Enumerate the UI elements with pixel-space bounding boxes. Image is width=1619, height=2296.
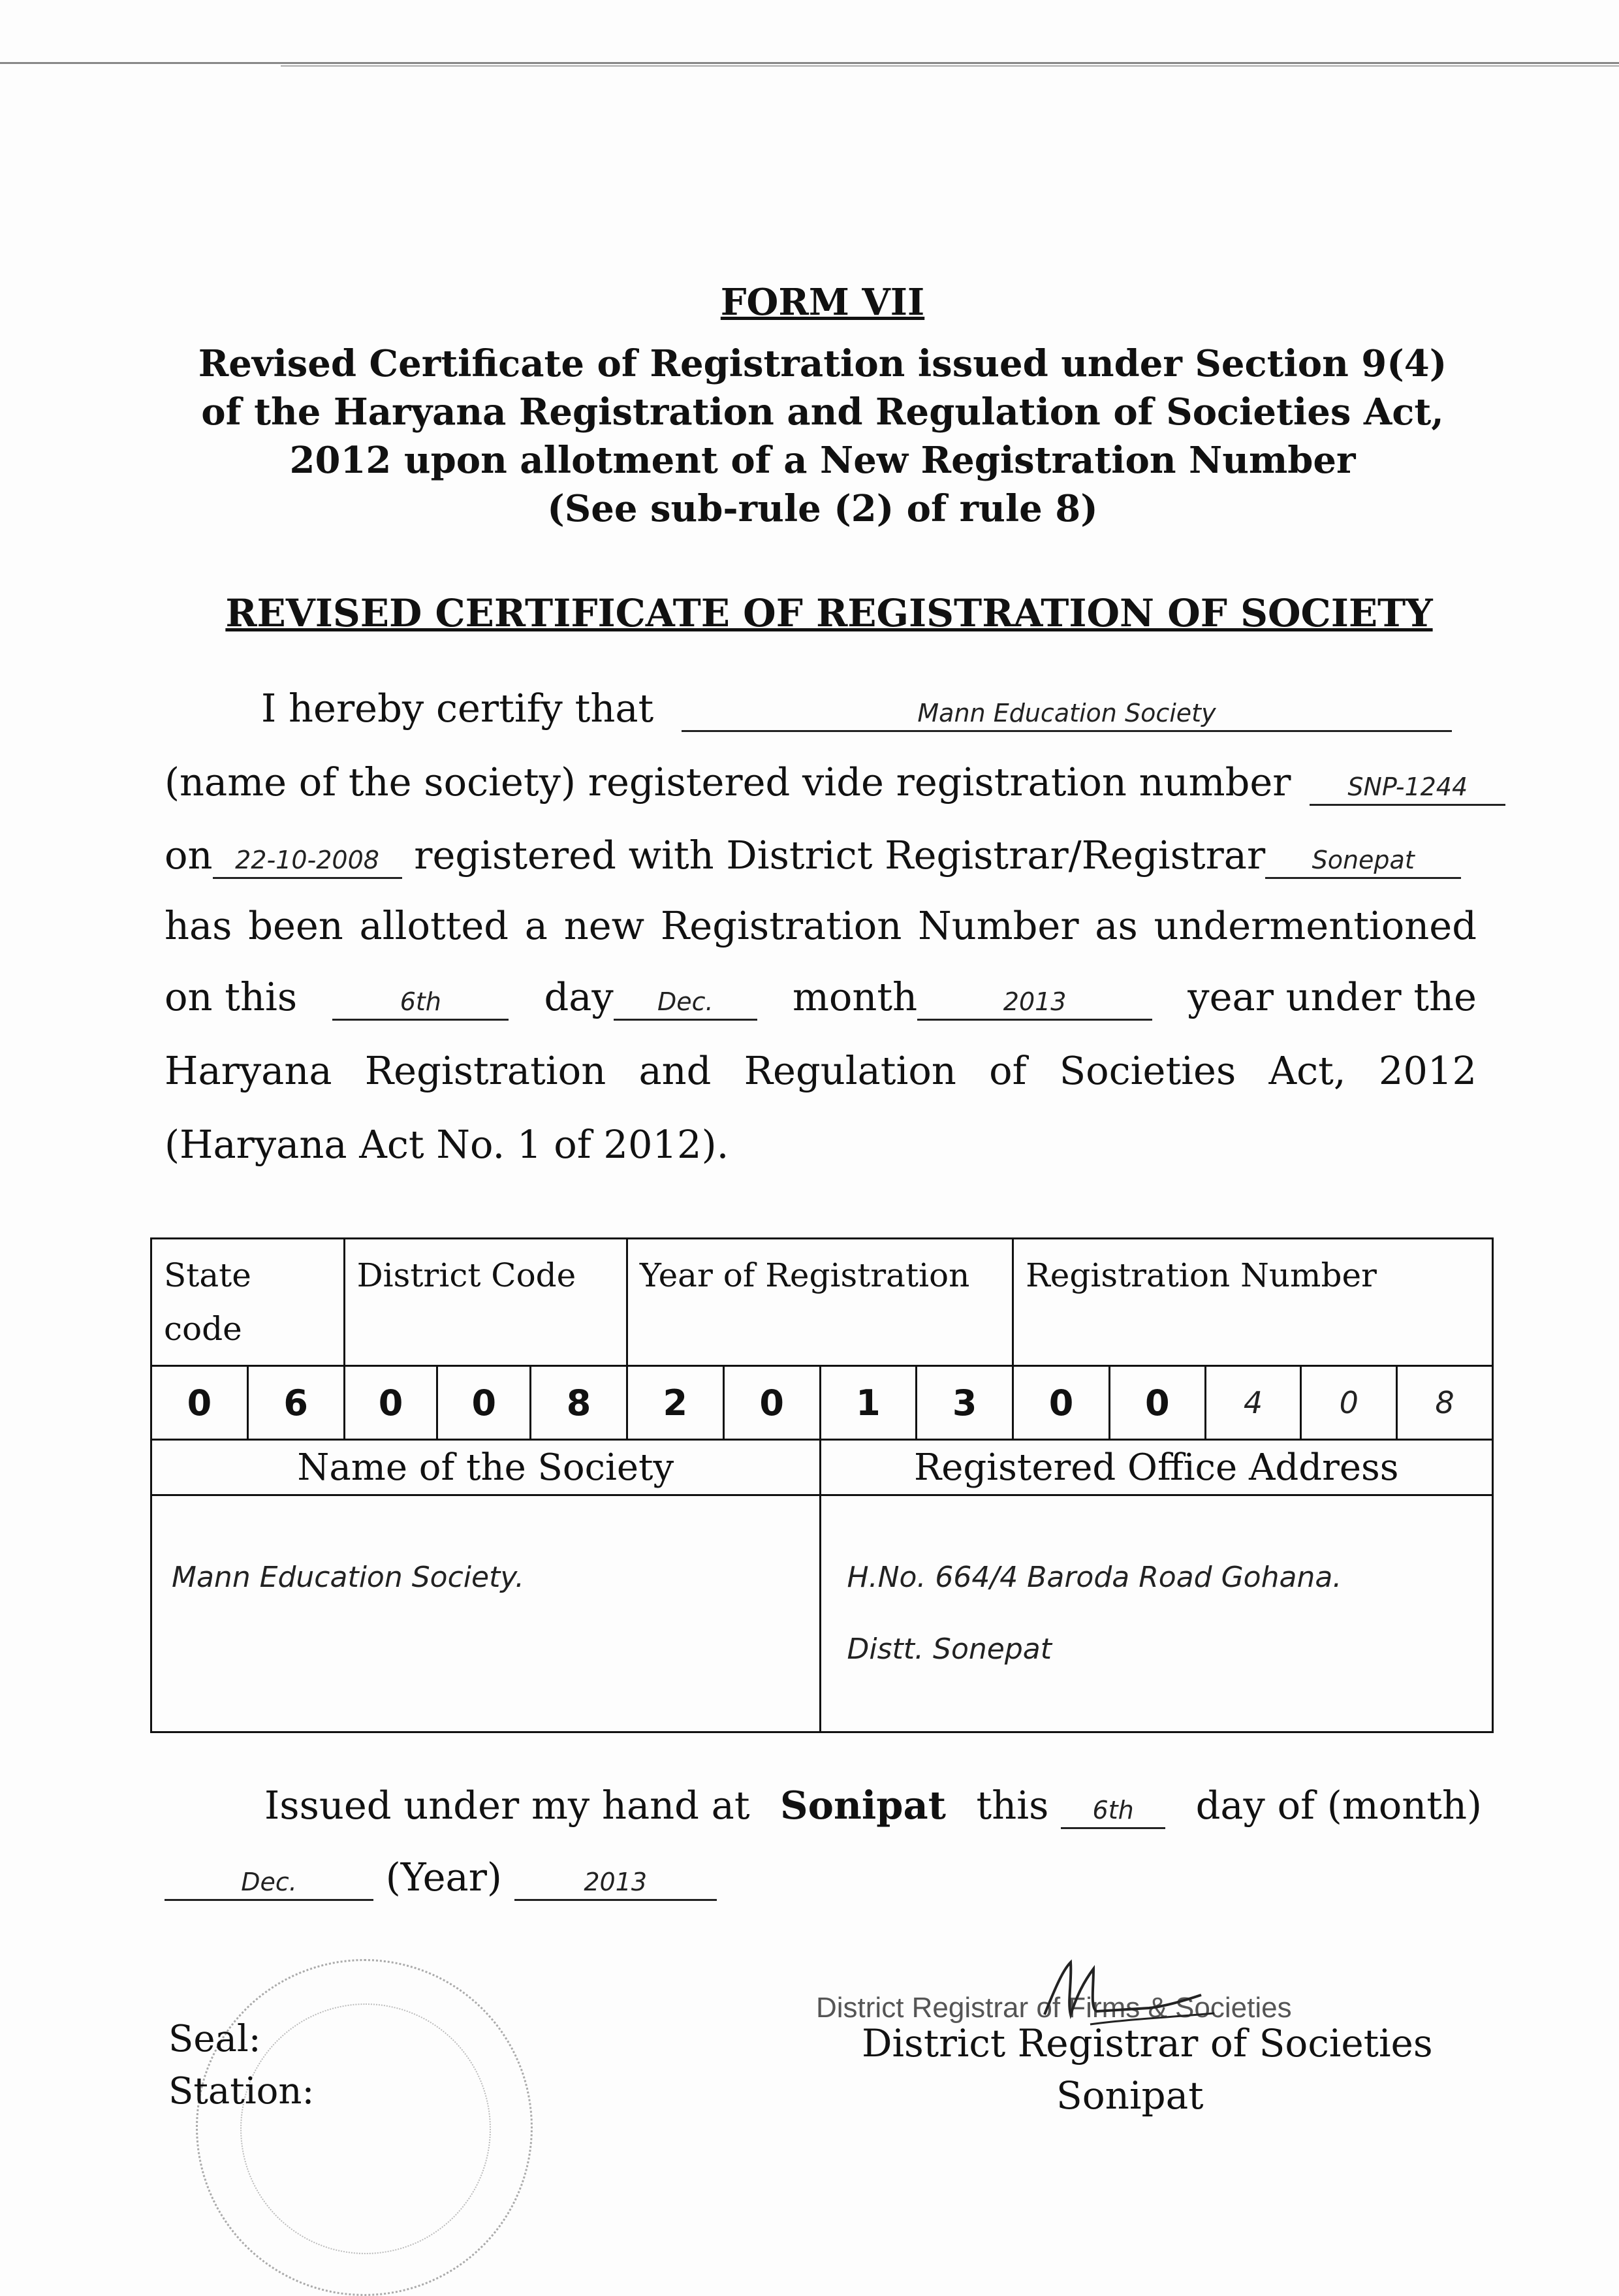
- society-name-header: Name of the Society: [151, 1440, 821, 1495]
- digit-cell: 0: [1109, 1366, 1205, 1440]
- society-name-fill: [682, 688, 1452, 732]
- digit-cell: 0: [151, 1366, 248, 1440]
- issued-year-label: (Year): [385, 1855, 502, 1900]
- act-word: Haryana: [165, 1048, 332, 1093]
- year-fill: [917, 976, 1152, 1021]
- seal-label: Seal:: [168, 2018, 261, 2060]
- subtitle-line: 2012 upon allotment of a New Registration Number: [289, 439, 1356, 482]
- year-handwritten: 2013: [1003, 987, 1067, 1016]
- old-reg-number-fill: [1310, 761, 1505, 806]
- society-name-handwritten: Mann Education Society: [917, 699, 1216, 727]
- digit-cell: 0: [723, 1366, 820, 1440]
- subheader-row: [151, 1440, 1493, 1495]
- issued-date-line: [165, 1855, 717, 1901]
- state-code-header: [151, 1239, 345, 1366]
- issued-month-fill: [165, 1857, 373, 1901]
- digit-cell: 2: [627, 1366, 723, 1440]
- address-line: Distt. Sonepat: [847, 1633, 1052, 1666]
- certify-line: [261, 686, 1452, 732]
- header-row: [151, 1239, 1493, 1366]
- day-label: day: [544, 974, 614, 1019]
- station-label: Station:: [168, 2070, 315, 2113]
- act-line: [165, 1048, 1477, 1093]
- issued-month-handwritten: Dec.: [241, 1868, 297, 1896]
- certify-prefix: I hereby certify that: [261, 686, 654, 731]
- old-reg-date-handwritten: 22-10-2008: [235, 846, 379, 874]
- name-note: (name of the society) registered vide registration number: [165, 759, 1291, 805]
- issued-day-handwritten: 6th: [1092, 1796, 1134, 1825]
- year-under-label: year under the: [1187, 974, 1477, 1019]
- office-seal-inner-ring: [240, 2003, 491, 2254]
- act-word: Societies: [1059, 1048, 1236, 1093]
- subtitle-line: Revised Certificate of Registration issued under Section 9(4): [198, 342, 1447, 385]
- detail-row: [151, 1495, 1493, 1732]
- issued-place: Sonipat: [780, 1783, 947, 1828]
- year-header: Year of Registration: [627, 1239, 1013, 1366]
- act-word: and: [638, 1048, 712, 1093]
- registrar-place-handwritten: Sonepat: [1312, 846, 1415, 874]
- designation: District Registrar of Societies: [862, 2021, 1433, 2065]
- office-address-cell: [820, 1495, 1492, 1732]
- month-handwritten: Dec.: [657, 987, 714, 1016]
- digit-cell: 1: [820, 1366, 917, 1440]
- act-word: Regulation: [744, 1048, 956, 1093]
- act-word: 2012: [1378, 1048, 1477, 1093]
- scan-top-line-2: [281, 65, 1619, 67]
- act-word: of: [989, 1048, 1027, 1093]
- month-fill: [614, 976, 757, 1021]
- allotted-line: has been allotted a new Registration Number as undermentioned: [165, 903, 1477, 948]
- designation-place: Sonipat: [1056, 2073, 1204, 2118]
- state-code-label: code: [164, 1310, 242, 1348]
- form-subtitle: [150, 340, 1495, 533]
- registration-table: [150, 1237, 1494, 1733]
- issued-year-handwritten: 2013: [584, 1868, 648, 1896]
- registrar-stamp: District Registrar of Firms & Societies: [816, 1992, 1292, 2024]
- digit-cell-handwritten: 4: [1205, 1366, 1301, 1440]
- registrar-place-fill: [1265, 835, 1461, 879]
- digit-cell-handwritten: 8: [1397, 1366, 1493, 1440]
- registration-line: [165, 759, 1505, 806]
- registrar-line: [165, 833, 1461, 879]
- issued-this: this: [976, 1783, 1049, 1828]
- issued-year-fill: [514, 1857, 717, 1901]
- digit-cell: 3: [917, 1366, 1013, 1440]
- on-label: on: [165, 833, 213, 878]
- issued-day-of-month: day of (month): [1195, 1783, 1482, 1828]
- digit-cell: 8: [531, 1366, 627, 1440]
- old-reg-date-fill: [213, 835, 402, 879]
- reg-number-header: Registration Number: [1013, 1239, 1493, 1366]
- act-word: Registration: [364, 1048, 606, 1093]
- society-name-value: Mann Education Society.: [172, 1561, 524, 1594]
- digit-cell: 0: [437, 1366, 531, 1440]
- issued-day-fill: [1061, 1785, 1165, 1829]
- digit-cell: 0: [1013, 1366, 1110, 1440]
- day-fill: [332, 976, 509, 1021]
- scan-top-line: [0, 62, 1619, 64]
- issued-line: [264, 1783, 1482, 1829]
- digit-cell: 6: [247, 1366, 344, 1440]
- subtitle-line: of the Haryana Registration and Regulation of Societies Act,: [201, 391, 1444, 434]
- issued-prefix: Issued under my hand at: [264, 1783, 750, 1828]
- certificate-heading: REVISED CERTIFICATE OF REGISTRATION OF SOCIETY: [225, 591, 1433, 635]
- registered-with: registered with District Registrar/Registrar: [414, 833, 1266, 878]
- subtitle-line: (See sub-rule (2) of rule 8): [547, 487, 1098, 530]
- month-label: month: [792, 974, 918, 1019]
- digit-cell-handwritten: 0: [1301, 1366, 1397, 1440]
- society-name-cell: [151, 1495, 821, 1732]
- act-word: Act,: [1268, 1048, 1346, 1093]
- address-line: H.No. 664/4 Baroda Road Gohana.: [847, 1561, 1342, 1594]
- digit-row: [151, 1366, 1493, 1440]
- old-reg-number-handwritten: SNP-1244: [1347, 773, 1468, 801]
- state-code-label: State: [164, 1256, 251, 1294]
- act-number-line: (Haryana Act No. 1 of 2012).: [165, 1122, 729, 1167]
- office-address-header: Registered Office Address: [820, 1440, 1492, 1495]
- district-code-header: District Code: [344, 1239, 627, 1366]
- date-line: [165, 974, 1477, 1021]
- form-title: FORM VII: [720, 281, 925, 324]
- on-this-label: on this: [165, 974, 298, 1019]
- digit-cell: 0: [344, 1366, 437, 1440]
- day-handwritten: 6th: [400, 987, 441, 1016]
